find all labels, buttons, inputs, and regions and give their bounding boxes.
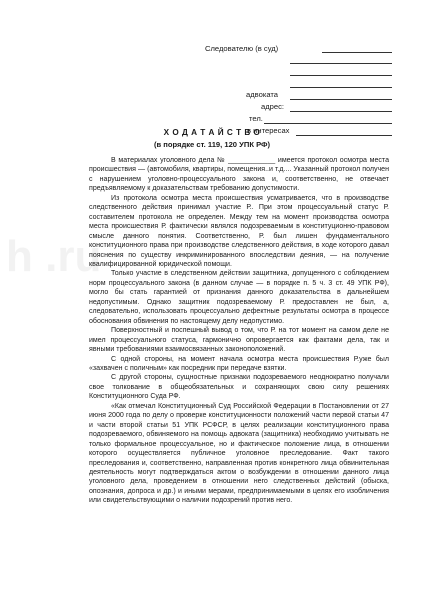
blank-line-3 — [290, 87, 392, 88]
header-phone-label: тел. — [249, 114, 263, 123]
paragraph: С одной стороны, на момент начала осмотра места происшествия Р.уже был «захвачен с поличным» как посредник при передаче взятки. — [89, 355, 389, 372]
paragraph: В материалах уголовного дела № ____________ имеется протокол осмотра места происшествия — (автомобиля, квартиры, помещения..и т.д.... Указанный протокол получен с нарушением уголовно-процессуального закона и, соответственно, не отвечает предъявляемому к доказательствам требованию допустимости. — [89, 157, 389, 193]
blank-line-1 — [290, 63, 392, 64]
header-defender — [246, 90, 278, 99]
header-investigator-label: Следователю (в суд) — [205, 44, 279, 53]
phone-line — [264, 123, 392, 124]
paragraph: «Как отмечал Конституционный Суд Российской Федерации в Постановлении от 27 июня 2000 года по делу о проверке конституционности положений части первой статьи 47 и части второй статьи 51 УПК РСФСР, в целях реализации конституционного права подозреваемого, обвиняемого на помощь адвоката (защитника) необходимо учитывать не только формальное процессуальное, но и фактическое положение лица, в отношении которого осуществляется публичное уголовное преследование. Факт такого преследования и, соответственно, направленная против конкретного лица обвинительная деятельность могут подтверждаться актом о возбуждении в отношении данного лица уголовного дела, проведением в отношении него следственных действий (обыска, опознания, допроса и др.) и иными мерами, предпринимаемыми в целях его изобличения или свидетельствующими о наличии подозрений против него. — [89, 402, 389, 505]
header-address-label: адрес: — [261, 102, 285, 111]
document-subtitle: (в порядке ст. 119, 120 УПК РФ) — [153, 140, 271, 149]
paragraph: С другой стороны, сущностные признаки подозреваемого неоднократно получали свое толкование в общеобязательных и сохраняющих свою силу решениях Конституционного Суда РФ. — [89, 374, 389, 401]
document-title: Х О Д А Т А Й С Т В О — [163, 128, 261, 137]
paragraph: Поверхностный и поспешный вывод о том, что Р. на тот момент на самом деле не имел процессуального статуса, гармонично опровергается как фактами дела, так и явными требованиями взаимосвязанных законоположений. — [89, 327, 389, 354]
header-investigator — [205, 44, 278, 53]
header-defender-label: адвоката — [246, 90, 278, 99]
paragraph: Из протокола осмотра места происшествия усматривается, что в производстве следственного действия принимал участие Р.. При этом процессуальный статус Р. составителем протокола не определен. Между тем на момент производства осмотра места происшествия Р. фактически являлся подозреваемым в конституционно-правовом смысле данного понятия. Соответственно, Р. был лишен фундаментального конституционного права при производстве следственного действия, в ходе которого давал пояснения по существу инкриминированного впоследствии деяния, — на получение квалифицированной юридической помощи. — [89, 194, 389, 268]
watermark: h .ru — [6, 232, 102, 281]
header-address — [261, 102, 284, 111]
header-interests-label: в интересах — [247, 126, 290, 135]
defender-line — [290, 99, 392, 100]
paragraph: Только участие в следственном действии защитника, допущенного с соблюдением норм процессуального закона (в данном случае — в порядке п. 5 ч. 3 ст. 49 УПК РФ), могло бы стать гарантией от признания данного доказательства в дальнейшем недопустимым. Однако защитник подозреваемому Р. предоставлен не был, а, следовательно, использовать процессуально дефектные результаты осмотра в процессе обоснования обвинения по настоящему делу недопустимо. — [89, 270, 389, 325]
document-body — [89, 156, 389, 506]
address-line — [290, 111, 392, 112]
blank-line-2 — [290, 75, 392, 76]
header-phone — [249, 114, 263, 123]
investigator-line — [322, 52, 392, 53]
